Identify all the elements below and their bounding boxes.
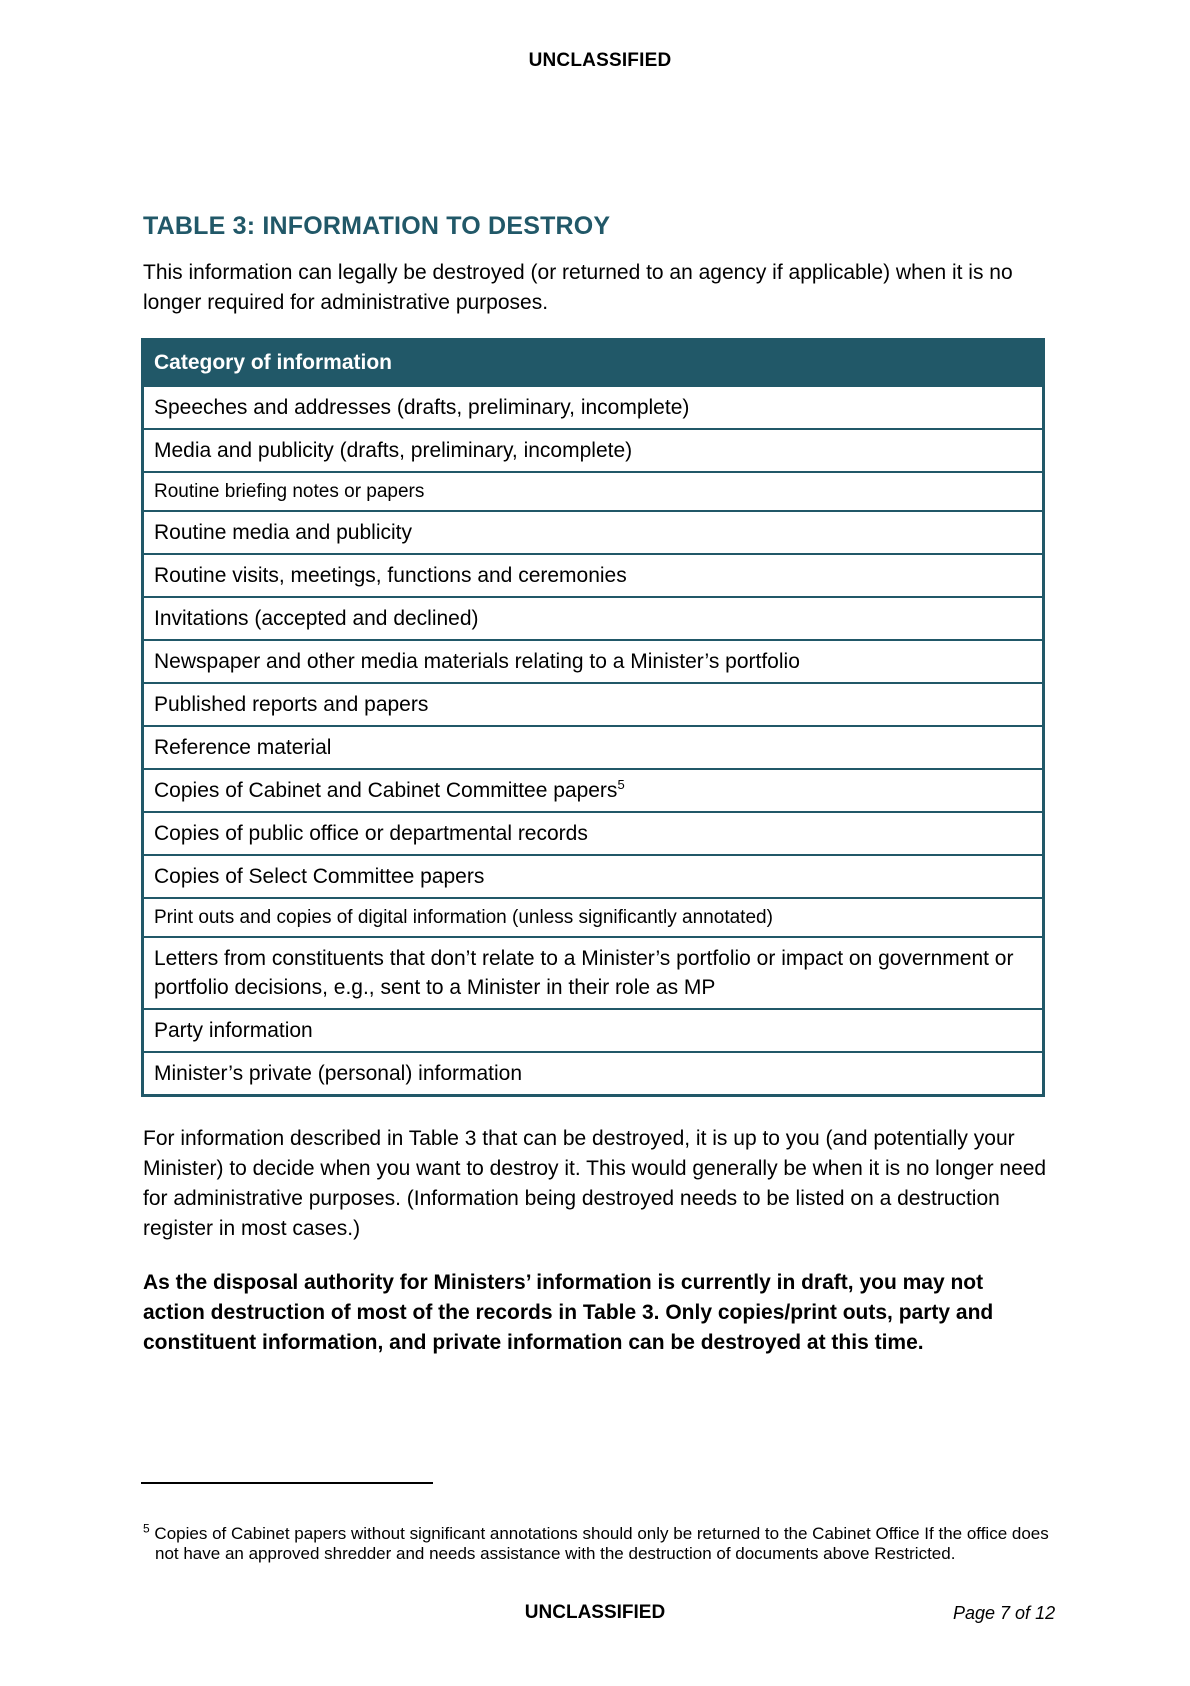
table-row (143, 898, 1044, 937)
table-cell: Routine visits, meetings, functions and ceremonies (143, 554, 1044, 597)
table-cell: Routine media and publicity (143, 511, 1044, 554)
table-row (143, 554, 1044, 597)
table-row (143, 769, 1044, 812)
footnote-reference[interactable]: 5 (617, 777, 625, 792)
table-cell: Routine briefing notes or papers (143, 472, 1044, 511)
table-row (143, 812, 1044, 855)
table-cell: Copies of Select Committee papers (143, 855, 1044, 898)
draft-authority-warning: As the disposal authority for Ministers’ information is currently in draft, you may not action destruction of most of the records in Table 3. Only copies/print outs, party and constituent information, and private information can be destroyed at this time. (143, 1271, 994, 1354)
table-title: TABLE 3: INFORMATION TO DESTROY (143, 212, 611, 240)
header-classification: UNCLASSIFIED (528, 50, 672, 71)
table-cell: Copies of public office or departmental records (143, 812, 1044, 855)
table-row (143, 1052, 1044, 1096)
intro-paragraph: This information can legally be destroyed (or returned to an agency if applicable) when it is no longer required for administrative purposes. (143, 261, 1013, 314)
table-row (143, 472, 1044, 511)
table-row (143, 640, 1044, 683)
footnote-number: 5 (143, 1521, 150, 1536)
table-cell: Print outs and copies of digital information (unless significantly annotated) (143, 898, 1044, 937)
table-row (143, 683, 1044, 726)
table-row (143, 937, 1044, 1009)
table-cell: Reference material (143, 726, 1044, 769)
page-number: Page 7 of 12 (953, 1603, 1056, 1623)
information-table (141, 338, 1045, 1097)
table-cell (143, 769, 1044, 812)
footnote-separator (141, 1482, 433, 1484)
table-header-row (143, 340, 1044, 387)
footer-classification: UNCLASSIFIED (524, 1602, 666, 1623)
table-row (143, 429, 1044, 472)
table-cell: Speeches and addresses (drafts, preliminary, incomplete) (143, 386, 1044, 429)
table-row (143, 726, 1044, 769)
table-row (143, 597, 1044, 640)
table-cell-text: Copies of Cabinet and Cabinet Committee papers (154, 779, 618, 802)
destruction-guidance-paragraph: For information described in Table 3 that can be destroyed, it is up to you (and potentially your Minister) to decide when you want to destroy it. This would generally be when it is no longer need for administrative purposes. (Information being destroyed needs to be listed on a destruction register in most cases.) (143, 1127, 1047, 1240)
table-cell: Invitations (accepted and declined) (143, 597, 1044, 640)
table-cell: Media and publicity (drafts, preliminary, incomplete) (143, 429, 1044, 472)
table-row (143, 855, 1044, 898)
table-row (143, 511, 1044, 554)
footnote-text: Copies of Cabinet papers without significant annotations should only be returned to the Cabinet Office If the office does not have an approved shredder and needs assistance with the destruction of documents above Restricted. (154, 1524, 1049, 1563)
table-cell: Minister’s private (personal) information (143, 1052, 1044, 1096)
column-header-category: Category of information (143, 340, 1044, 387)
table-cell: Letters from constituents that don’t relate to a Minister’s portfolio or impact on government or portfolio decisions, e.g., sent to a Minister in their role as MP (143, 937, 1044, 1009)
table-cell: Party information (143, 1009, 1044, 1052)
table-row (143, 386, 1044, 429)
table-row (143, 1009, 1044, 1052)
footnote (143, 1521, 1060, 1564)
table-cell: Newspaper and other media materials relating to a Minister’s portfolio (143, 640, 1044, 683)
table-cell: Published reports and papers (143, 683, 1044, 726)
